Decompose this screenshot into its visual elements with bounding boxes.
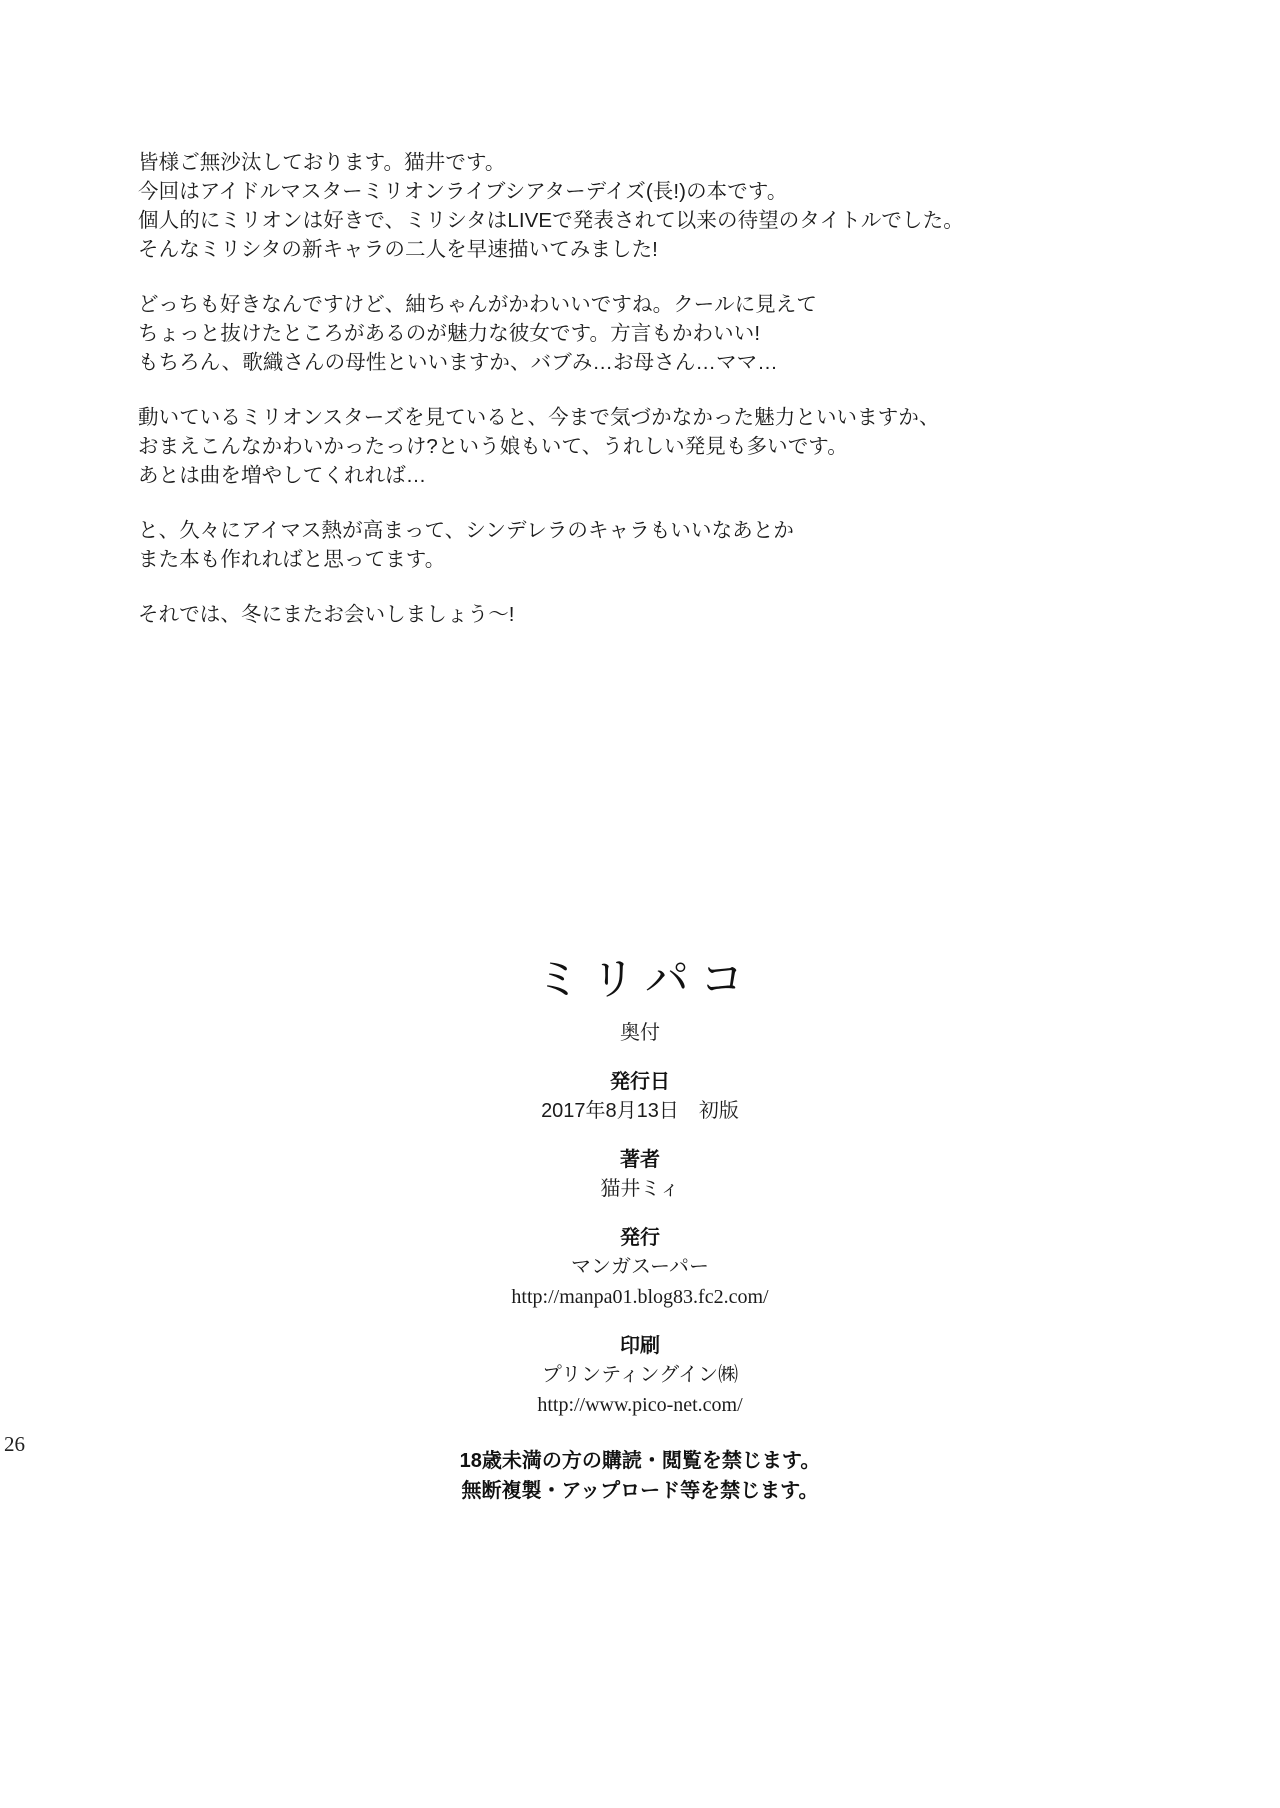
page-number: 26: [4, 1432, 25, 1456]
afterword-line: と、久々にアイマス熱が高まって、シンデレラのキャラもいいなあとか: [138, 519, 795, 542]
afterword-paragraph: [138, 148, 1038, 264]
afterword-paragraph: [138, 600, 1038, 629]
afterword-text-block: [138, 148, 1038, 655]
notice-line: 無断複製・アップロード等を禁じます。: [461, 1480, 819, 1502]
printer-url: http://www.pico-net.com/: [537, 1394, 743, 1416]
colophon-label: 印刷: [620, 1335, 660, 1357]
afterword-line: あとは曲を増やしてくれれば…: [138, 464, 427, 487]
legal-notice: [0, 1446, 1280, 1506]
afterword-line: 動いているミリオンスターズを見ていると、今まで気づかなかった魅力といいますか、: [138, 406, 940, 429]
afterword-paragraph: [138, 290, 1038, 377]
afterword-line: 個人的にミリオンは好きで、ミリシタはLIVEで発表されて以来の待望のタイトルでした。: [138, 209, 964, 232]
afterword-paragraph: [138, 516, 1038, 574]
afterword-paragraph: [138, 403, 1038, 490]
afterword-line: どっちも好きなんですけど、紬ちゃんがかわいいですね。クールに見えて: [138, 293, 817, 316]
afterword-line: もちろん、歌織さんの母性といいますか、バブみ…お母さん…ママ…: [138, 351, 778, 374]
afterword-line: 皆様ご無沙汰しております。猫井です。: [138, 151, 506, 174]
notice-line: 18歳未満の方の購読・閲覧を禁じます。: [459, 1450, 821, 1472]
colophon-value: 2017年8月13日 初版: [541, 1100, 739, 1122]
afterword-line: ちょっと抜けたところがあるのが魅力な彼女です。方言もかわいい!: [138, 322, 761, 345]
colophon-subtitle: 奥付: [620, 1022, 660, 1044]
publisher-url: http://manpa01.blog83.fc2.com/: [511, 1286, 769, 1308]
afterword-line: また本も作れればと思ってます。: [138, 548, 446, 571]
colophon-block: [0, 952, 1280, 1506]
colophon-value: プリンティングイン㈱: [541, 1364, 739, 1386]
afterword-line: それでは、冬にまたお会いしましょう〜!: [138, 603, 515, 626]
afterword-line: 今回はアイドルマスターミリオンライブシアターデイズ(長!)の本です。: [138, 180, 788, 203]
colophon-label: 発行: [620, 1227, 660, 1249]
colophon-group-author: [0, 1146, 1280, 1204]
colophon-label: 著者: [620, 1149, 660, 1171]
colophon-label: 発行日: [610, 1071, 670, 1093]
colophon-value: 猫井ミィ: [600, 1178, 680, 1200]
colophon-group-publisher: [0, 1224, 1280, 1312]
colophon-group-printer: [0, 1332, 1280, 1420]
afterword-line: おまえこんなかわいかったっけ?という娘もいて、うれしい発見も多いです。: [138, 435, 848, 458]
colophon-title: ミリパコ: [536, 955, 755, 1004]
colophon-value: マンガスーパー: [571, 1256, 709, 1278]
afterword-line: そんなミリシタの新キャラの二人を早速描いてみました!: [138, 238, 658, 261]
colophon-group-publication-date: [0, 1068, 1280, 1126]
